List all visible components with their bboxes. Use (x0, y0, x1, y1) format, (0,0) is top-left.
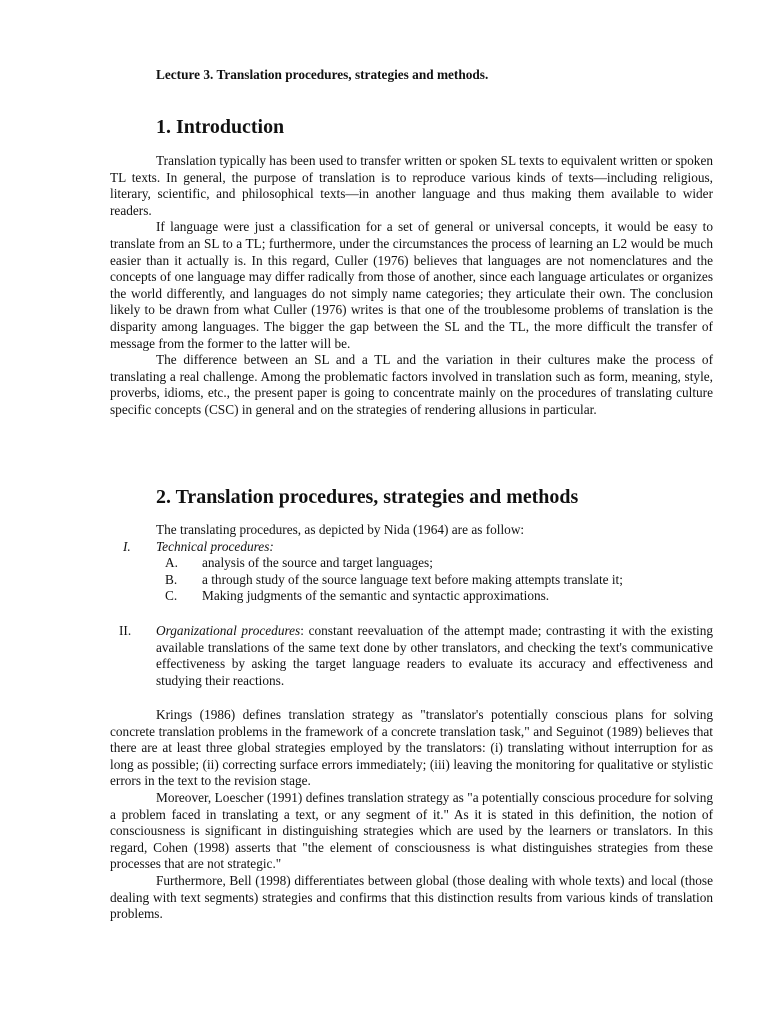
list-item-label: Technical procedures: (156, 538, 274, 554)
sub-item-text: analysis of the source and target languages; (202, 555, 433, 571)
sub-item-letter: A. (165, 555, 178, 571)
sub-item (110, 572, 713, 589)
list-intro: The translating procedures, as depicted by Nida (1964) are as follow: (156, 522, 525, 537)
procedures-list (110, 522, 713, 605)
paragraph: Krings (1986) defines translation strategy as "translator's potentially conscious plans for solving concrete translation problems in the framework of a concrete translation task," and Seguinot (1989) believes that there are at least three global strategies employed by the translators: (i) translating without interruption for as long as possible; (ii) correcting surface errors immediately; (iii) leaving the monitoring for qualitative or stylistic errors in the text to the revision stage. (110, 707, 713, 789)
sub-item (110, 588, 713, 605)
document-title: Lecture 3. Translation procedures, strategies and methods. (156, 67, 489, 82)
sub-item (110, 555, 713, 572)
paragraph: Translation typically has been used to transfer written or spoken SL texts to equivalent written or spoken TL texts. In general, the purpose of translation is to reproduce various kinds of texts—including religious, literary, scientific, and philosophical texts—in another language and thus making them available to wider readers. (110, 153, 713, 218)
paragraph: Moreover, Loescher (1991) defines translation strategy as "a potentially conscious procedure for solving a problem faced in translating a text, or any segment of it." As it is stated in this definition, the notion of consciousness is significant in distinguishing strategies which are used by the learners or translators. In this regard, Cohen (1998) asserts that "the element of consciousness is what distinguishes strategies from these processes that are not strategic." (110, 789, 713, 872)
list-item-text: : constant reevaluation of the attempt made; contrasting it with the existing available translations of the same text done by other translators, and checking the text's communicative effectiveness by asking the target language readers to evaluate its accuracy and effectiveness and studying their reactions. (156, 623, 714, 688)
organizational-text (156, 623, 713, 689)
section-heading-translation-procedures: 2. Translation procedures, strategies and methods (156, 486, 579, 508)
sub-item-text: Making judgments of the semantic and syntactic approximations. (202, 588, 550, 604)
section-heading-introduction: 1. Introduction (156, 116, 285, 138)
paragraph: The difference between an SL and a TL and the variation in their cultures make the process of translating a real challenge. Among the problematic factors involved in translation such as form, meaning, style, proverbs, idioms, etc., the present paper is going to concentrate mainly on the procedures of translating culture specific concepts (CSC) in general and on the strategies of rendering allusions in particular. (110, 352, 713, 417)
paragraph: If language were just a classification for a set of general or universal concepts, it would be easy to translate from an SL to a TL; furthermore, under the circumstances the process of learning an L2 would be much easier than it actually is. In this regard, Culler (1976) believes that languages are not nomenclatures and the concepts of one language may differ radically from those of another, since each language articulates or organizes the world differently, and languages do not simply name categories; they articulate their own. The conclusion likely to be drawn from what Culler (1976) writes is that one of the troublesome problems of translation is the disparity among languages. The bigger the gap between the SL and the TL, the more difficult the transfer of message from the former to the latter will be. (110, 219, 713, 351)
sub-item-letter: B. (165, 571, 178, 587)
introduction-body (110, 153, 713, 419)
strategies-body (110, 707, 713, 923)
paragraph: Furthermore, Bell (1998) differentiates between global (those dealing with whole texts) and local (those dealing with text segments) strategies and confirms that this distinction results from various kinds of translation problems. (110, 872, 713, 922)
sub-item-text: a through study of the source language text before making attempts translate it; (202, 571, 623, 587)
list-item-technical (110, 539, 713, 556)
sub-item-letter: C. (165, 588, 178, 604)
list-item-label: Organizational procedures (156, 623, 301, 638)
list-numeral: I. (123, 538, 131, 554)
list-numeral: II. (119, 623, 132, 638)
